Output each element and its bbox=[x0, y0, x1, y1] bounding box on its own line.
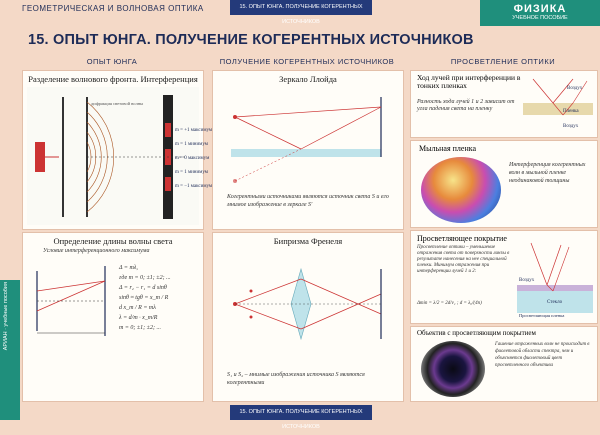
m-label-4: m = 1 минимум bbox=[175, 170, 208, 175]
column-head-coherent: ПОЛУЧЕНИЕ КОГЕРЕНТНЫХ ИСТОЧНИКОВ bbox=[219, 57, 395, 66]
bottom-tab: 15. ОПЫТ ЮНГА. ПОЛУЧЕНИЕ КОГЕРЕНТНЫХ ИСТОЧНИКОВ bbox=[230, 405, 372, 420]
badge-subtitle: УЧЕБНОЕ ПОСОБИЕ bbox=[512, 15, 568, 21]
subject-badge bbox=[480, 0, 600, 26]
formula-2: где m = 0; ±1; ±2; ... bbox=[119, 275, 171, 281]
coating-diagram bbox=[517, 235, 593, 319]
soap-panel bbox=[410, 140, 598, 228]
fresnel-title: Бипризма Френеля bbox=[273, 236, 343, 246]
m-label-1: m = +1 максимум bbox=[175, 128, 213, 133]
thinfilm-title: Ход лучей при интерференции в тонких пленках bbox=[417, 73, 521, 90]
diffraction-note: дифракция световой волны bbox=[91, 101, 144, 106]
young-title: Разделение волнового фронта. Интерференция bbox=[28, 74, 198, 84]
young-panel bbox=[22, 70, 213, 230]
category-label: ГЕОМЕТРИЧЕСКАЯ И ВОЛНОВАЯ ОПТИКА bbox=[22, 4, 204, 13]
coating-text: Просветление оптики – уменьшение отражения света от поверхности линзы в результате нанесения на нее специальной пленки. Минимум отражения при интерференции лучей 1 и 2: bbox=[417, 245, 510, 274]
coating-formula: Δmin = λ/2 = 2d/v₁ ; d = λ₀/(4n) bbox=[417, 301, 482, 306]
lens-text: Гашение отраженных волн не происходит в фиолетовой области спектра, чем и объясняется фиолетовый цвет просветленного объектива bbox=[495, 342, 590, 368]
soap-bubble-image bbox=[421, 157, 501, 223]
m-label-2: m = 1 минимум bbox=[175, 142, 208, 147]
formula-3: Δ = r₂ − r₁ = d sinθ bbox=[119, 285, 167, 291]
wavelength-diagram bbox=[27, 261, 113, 341]
soap-text: Интерференция когерентных волн в мыльной пленке неодинаковой толщины bbox=[509, 162, 586, 184]
formula-5: d x_m / R = mλ bbox=[119, 305, 156, 311]
camera-lens-image bbox=[421, 341, 485, 397]
top-tab: 15. ОПЫТ ЮНГА. ПОЛУЧЕНИЕ КОГЕРЕНТНЫХ ИСТОЧНИКОВ bbox=[230, 0, 372, 15]
fresnel-panel bbox=[212, 232, 404, 402]
wavelength-panel bbox=[22, 232, 204, 402]
formula-7: m = 0; ±1; ±2; ... bbox=[119, 325, 161, 331]
young-diagram bbox=[27, 87, 213, 225]
lens-panel bbox=[410, 326, 598, 402]
lloyd-title: Зеркало Ллойда bbox=[279, 74, 337, 84]
thinfilm-air2: Воздух bbox=[563, 124, 579, 129]
spine-text: АРИАН · учебные пособия bbox=[3, 282, 9, 351]
coating-film-label: Просветляющая пленка bbox=[519, 313, 565, 318]
thinfilm-diagram bbox=[523, 75, 593, 133]
fresnel-caption: S₁ и S₂ – мнимые изображения источника S являются когерентными bbox=[227, 372, 365, 386]
wavelength-title: Определение длины волны света bbox=[53, 236, 173, 246]
thinfilm-film: Пленка bbox=[563, 109, 579, 114]
coating-glass: Стекло bbox=[547, 300, 563, 305]
coating-panel bbox=[410, 230, 598, 324]
lloyd-diagram bbox=[221, 87, 395, 187]
column-head-coating: ПРОСВЕТЛЕНИЕ ОПТИКИ bbox=[450, 57, 556, 66]
coating-air: Воздух bbox=[519, 278, 535, 283]
wavelength-subtitle: Условие интерференционного максимума bbox=[43, 248, 150, 254]
publisher-spine bbox=[0, 280, 20, 420]
coating-title: Просветляющее покрытие bbox=[417, 234, 507, 243]
badge-title: ФИЗИКА bbox=[513, 3, 567, 15]
thinfilm-panel bbox=[410, 70, 598, 138]
thinfilm-text: Разность хода лучей 1 и 2 зависит от угла падения света на пленку bbox=[417, 99, 515, 112]
thinfilm-air: Воздух bbox=[567, 86, 583, 91]
lloyd-panel bbox=[212, 70, 404, 230]
fresnel-diagram bbox=[221, 249, 395, 359]
page-title: 15. ОПЫТ ЮНГА. ПОЛУЧЕНИЕ КОГЕРЕНТНЫХ ИСТОЧНИКОВ bbox=[28, 32, 474, 48]
formula-4: sinθ ≈ tgθ = x_m / R bbox=[119, 295, 169, 301]
formula-1: Δ = mλ, bbox=[119, 265, 138, 271]
m-label-3: m = 0 максимум bbox=[175, 156, 210, 161]
lens-title: Объектив с просветляющим покрытием bbox=[417, 329, 536, 337]
column-head-young: ОПЫТ ЮНГА bbox=[86, 57, 138, 66]
soap-title: Мыльная пленка bbox=[419, 144, 477, 153]
m-label-5: m = −1 максимум bbox=[175, 184, 213, 189]
lloyd-caption: Когерентными источниками являются источник света S и его мнимое изображение в зеркале S' bbox=[227, 194, 389, 208]
formula-6: λ = d/m · x_m/R bbox=[119, 315, 158, 321]
